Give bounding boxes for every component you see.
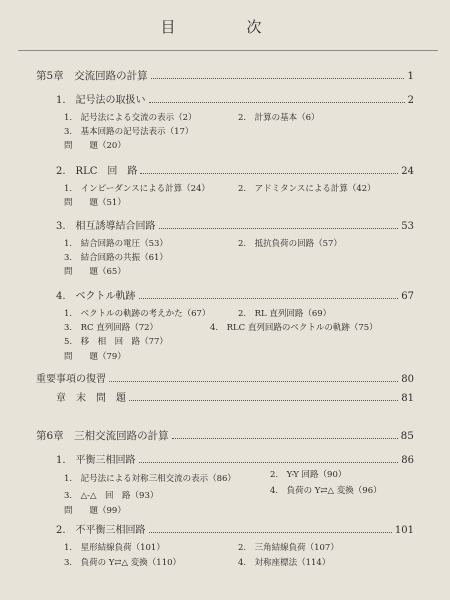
toc-entry-section (56, 451, 414, 466)
entry-page: 85 (400, 430, 414, 442)
entry-title: 第6章 三相交流回路の計算 (36, 430, 169, 442)
entry-page: 53 (401, 221, 414, 232)
toc-subitem: 問 題（99） (64, 506, 126, 516)
toc-subitem: 2. Y-Y 回路（90） (270, 470, 347, 480)
page-title: 目 次 (160, 18, 290, 36)
toc-subitem: 3. 基本回路の記号法表示（17） (64, 127, 194, 137)
entry-title: 章 末 問 題 (56, 393, 126, 404)
entry-title: 2. 不平衡三相回路 (56, 525, 146, 536)
toc-entry-section (56, 287, 414, 302)
toc-subitem: 1. ベクトルの軌跡の考えかた（67） (64, 309, 211, 319)
entry-page: 101 (394, 525, 414, 536)
entry-title: 第5章 交流回路の計算 (36, 70, 148, 82)
toc-entry-chapter-5 (36, 68, 414, 83)
toc-subitem: 2. 計算の基本（6） (238, 113, 320, 123)
entry-title: 4. ベクトル軌跡 (56, 291, 136, 302)
entry-page: 1 (407, 70, 414, 82)
entry-page: 67 (401, 291, 414, 302)
entry-page: 2 (407, 95, 414, 106)
toc-subitem: 1. 結合回路の電圧（53） (64, 239, 168, 249)
toc-subitem: 3. 負荷の Y⇄△ 変換（110） (64, 558, 182, 568)
toc-subitem: 4. 負荷の Y⇄△ 変換（96） (270, 486, 382, 496)
divider (18, 50, 438, 51)
entry-title: 2. RLC 回 路 (56, 166, 138, 177)
dot-leader (149, 102, 405, 103)
toc-entry-chapter-6 (36, 428, 414, 443)
toc-subitem: 問 題（79） (64, 352, 126, 362)
toc-entry-section (56, 217, 414, 232)
toc-entry-exercises (56, 389, 414, 404)
entry-title: 重要事項の復習 (36, 374, 106, 385)
toc-subitem: 1. 記号法による対称三相交流の表示（86） (64, 474, 236, 484)
entry-title: 3. 相互誘導結合回路 (56, 221, 156, 232)
entry-page: 24 (401, 166, 414, 177)
toc-entry-review (36, 370, 414, 385)
entry-page: 81 (401, 393, 414, 404)
dot-leader (172, 438, 398, 439)
entry-page: 86 (401, 455, 414, 466)
toc-subitem: 4. 対称座標法（114） (238, 558, 331, 568)
dot-leader (109, 381, 398, 382)
toc-subitem: 2. アドミタンスによる計算（42） (238, 184, 376, 194)
toc-entry-section (56, 162, 414, 177)
dot-leader (151, 78, 405, 79)
toc-subitem: 1. 記号法による交流の表示（2） (64, 113, 197, 123)
toc-subitem: 1. インピーダンスによる計算（24） (64, 184, 210, 194)
entry-title: 1. 平衡三相回路 (56, 455, 136, 466)
toc-subitem: 2. RL 直列回路（69） (238, 309, 332, 319)
toc-subitem: 4. RLC 直列回路のベクトルの軌跡（75） (210, 323, 378, 333)
dot-leader (139, 298, 399, 299)
dot-leader (140, 173, 398, 174)
toc-subitem: 1. 星形結線負荷（101） (64, 543, 165, 553)
entry-page: 80 (401, 374, 414, 385)
entry-title: 1. 記号法の取扱い (56, 95, 146, 106)
dot-leader (139, 462, 399, 463)
toc-subitem: 問 題（65） (64, 267, 126, 277)
toc-subitem: 5. 移 相 回 路（77） (64, 337, 168, 347)
dot-leader (129, 400, 398, 401)
toc-subitem: 3. △-△ 回 路（93） (64, 491, 159, 501)
dot-leader (149, 532, 392, 533)
dot-leader (159, 228, 399, 229)
toc-subitem: 問 題（51） (64, 198, 126, 208)
toc-subitem: 問 題（20） (64, 141, 126, 151)
toc-subitem: 2. 三角結線負荷（107） (238, 543, 339, 553)
toc-entry-section (56, 91, 414, 106)
toc-subitem: 3. 結合回路の共振（61） (64, 253, 168, 263)
toc-subitem: 3. RC 直列回路（72） (64, 323, 159, 333)
toc-entry-section (56, 521, 414, 536)
toc-subitem: 2. 抵抗負荷の回路（57） (238, 239, 342, 249)
